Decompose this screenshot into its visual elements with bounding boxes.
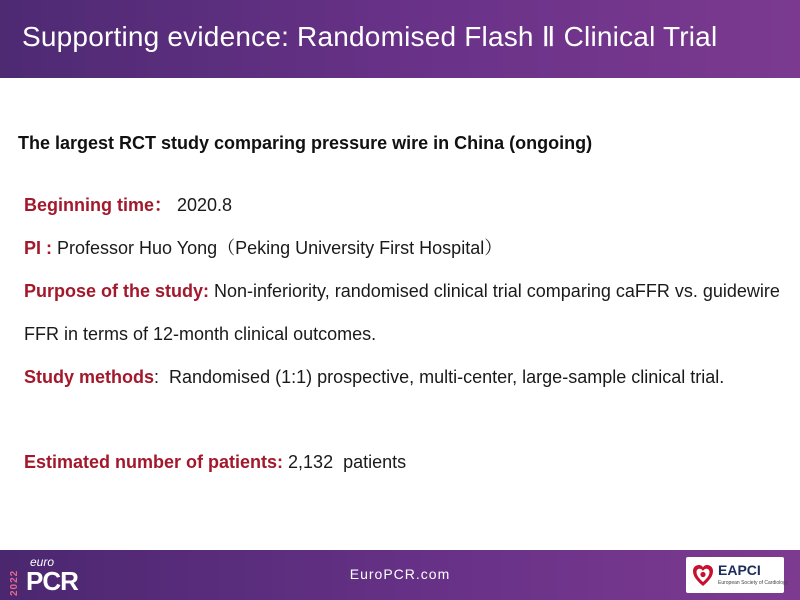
logo-pcr: PCR — [26, 566, 78, 596]
slide-subtitle: The largest RCT study comparing pressure wire in China (ongoing) — [18, 133, 593, 153]
header-bar — [0, 0, 800, 78]
pi-label: PI : — [24, 238, 53, 258]
patients-value: 2,132 patients — [283, 452, 407, 472]
methods-item — [24, 356, 780, 399]
eapci-subtitle: European Society of Cardiology — [718, 580, 789, 586]
patients-label: Estimated number of patients: — [24, 452, 284, 472]
eapci-name: EAPCI — [718, 562, 761, 578]
methods-label: Study methods — [24, 367, 155, 387]
heart-shield-icon — [692, 563, 714, 587]
footer-url[interactable]: EuroPCR.com — [349, 566, 451, 582]
patients-item — [24, 441, 780, 484]
logo-euro: euro — [30, 555, 55, 569]
eapci-logo — [686, 557, 789, 593]
purpose-item — [24, 270, 780, 356]
footer-bar — [0, 550, 800, 600]
logo-year: 2022 — [9, 569, 20, 596]
beginning-time-item — [24, 184, 780, 227]
pi-value: Professor Huo Yong（Peking University First Hospital） — [52, 238, 503, 258]
methods-value: : Randomised (1:1) prospective, multi-center, large-sample clinical trial. — [154, 367, 725, 387]
purpose-value: Non-inferiority, randomised clinical trial comparing caFFR vs. guidewire FFR in terms of 12-month clinical outcomes. — [24, 281, 780, 344]
pi-item — [24, 227, 780, 270]
slide-title: Supporting evidence: Randomised Flash Ⅱ Clinical Trial — [22, 21, 718, 52]
purpose-label: Purpose of the study: — [24, 281, 210, 301]
beginning-time-value: 2020.8 — [172, 195, 233, 215]
beginning-time-label: Beginning time： — [24, 195, 172, 215]
